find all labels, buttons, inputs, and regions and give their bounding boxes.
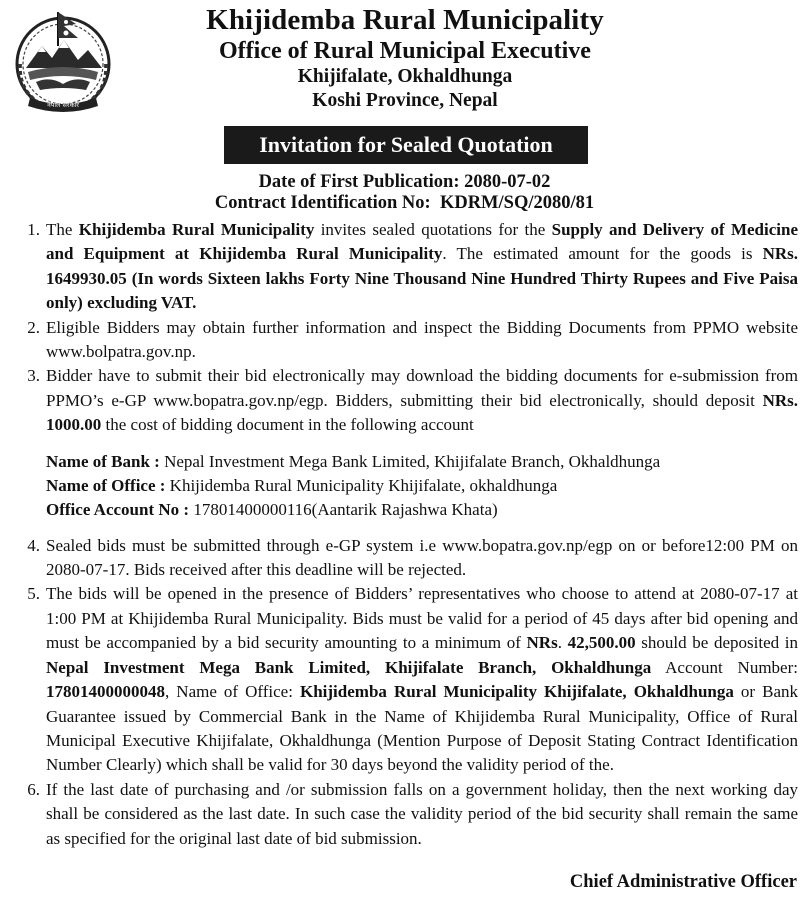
list-item [14, 534, 798, 583]
bold-run: Khijidemba Rural Municipality Khijifalate, Okhaldhunga [300, 682, 734, 702]
office-name-value: Khijidemba Rural Municipality Khijifalate, okhaldhunga [165, 475, 558, 495]
list-item [14, 364, 798, 437]
office-name-row [46, 474, 798, 498]
bank-details [14, 450, 798, 522]
text-run: invites sealed quotations for the [314, 220, 552, 239]
bank-name-row [46, 450, 798, 474]
text-run: . The estimated amount for the goods is [442, 244, 763, 264]
bold-run: Nepal Investment Mega Bank Limited, Khijifalate Branch, Okhaldhunga [46, 657, 652, 677]
notice-banner: Invitation for Sealed Quotation [224, 126, 588, 164]
text-run: the cost of bidding document in the following account [101, 415, 474, 435]
item-text [46, 364, 798, 437]
emblem-graphic [6, 6, 120, 116]
text-run: , Name of Office: [165, 682, 300, 702]
bold-run: NRs [526, 633, 558, 653]
emblem-ribbon-text: नेपाल सरकार [47, 101, 79, 109]
nepal-government-emblem-icon [6, 6, 120, 116]
account-row [46, 498, 798, 522]
item-text: Sealed bids must be submitted through e-GP system i.e www.bopatra.gov.np/egp on or before12:00 PM on 2080-07-17. Bids received after this deadline will be rejected. [46, 535, 798, 580]
office-name: Office of Rural Municipal Executive [219, 38, 591, 64]
contract-id-line [0, 193, 809, 214]
text-run: The [46, 220, 79, 239]
bold-run: NRs. 1649930.05 (In words Sixteen lakhs Forty Nine Thousand Nine Hundred Thirty Rupees and Five Paisa only) excluding VAT. [46, 244, 798, 313]
account-label: Office Account No : [46, 499, 190, 519]
item-number: 6. [27, 779, 40, 799]
municipality-title: Khijidemba Rural Municipality [206, 4, 604, 36]
bold-run: NRs. 1000.00 [46, 390, 798, 435]
signature-title: Chief Administrative Officer [569, 872, 797, 892]
publication-date-value: : 2080-07-02 [453, 172, 551, 192]
item-number: 1. [27, 220, 40, 239]
item-number: 3. [27, 366, 40, 386]
province: Koshi Province, Nepal [312, 90, 498, 111]
item-number: 4. [27, 535, 40, 555]
list-item [14, 582, 798, 777]
text-run: The bids will be opened in the presence of Bidders’ representatives who choose to attend at 2080-07-17 at 1:00 PM at Khijidemba Rural Municipality. Bids must be valid for a period of 45 days after bid opening and must be accompanied by a bid security amounting to a minimum of [46, 584, 798, 653]
item-text [46, 582, 798, 777]
item-number: 2. [27, 317, 40, 337]
bank-name-label: Name of Bank : [46, 451, 160, 471]
text-run: Bidder have to submit their bid electronically may download the bidding documents for e-submission from PPMO’s e-GP www.bopatra.gov.np/egp. Bidders, submitting their bid electronically, should deposit [46, 366, 798, 410]
text-run: should be deposited in [635, 633, 799, 653]
item-text: If the last date of purchasing and /or submission falls on a government holiday, then the next working day shall be considered as the last date. In such case the validity period of the bid security shall remain the same as specified for the original last date of bid submission. [46, 779, 798, 848]
notice-body [14, 218, 798, 851]
header [120, 0, 690, 113]
publication-date-line [0, 172, 809, 193]
office-name-label: Name of Office : [46, 475, 166, 495]
bold-run: 42,500.00 [567, 633, 636, 653]
bold-run: Supply and Delivery of Medicine and Equipment at Khijidemba Rural Municipality [46, 220, 798, 264]
bank-name-value: Nepal Investment Mega Bank Limited, Khijifalate Branch, Okhaldhunga [159, 451, 661, 471]
list-item [14, 316, 798, 365]
list-item [14, 218, 798, 316]
contract-id-label: Contract Identification No: [214, 193, 431, 213]
list-item [14, 778, 798, 851]
text-run: or Bank Guarantee issued by Commercial Bank in the Name of Khijidemba Rural Municipality, Office of Rural Municipal Executive Khijifalate, Okhaldhunga (Mention Purpose of Deposit Stating Contract Identification Number Clearly) which shall be valid for 30 days beyond the validity period of the. [46, 682, 798, 775]
item-text: Eligible Bidders may obtain further information and inspect the Bidding Documents from PPMO website www.bolpatra.gov.np. [46, 317, 798, 362]
item-number: 5. [27, 584, 40, 604]
bold-run: Khijidemba Rural Municipality [78, 220, 315, 239]
publication-date-label: Date of First Publication [258, 172, 454, 192]
location: Khijifalate, Okhaldhunga [297, 66, 513, 87]
text-run: . [557, 633, 568, 653]
bold-run: 17801400000048 [46, 682, 165, 702]
contract-id-value: KDRM/SQ/2080/81 [439, 193, 595, 213]
publication-info [0, 172, 809, 214]
account-value: 17801400000116(Aantarik Rajashwa Khata) [189, 499, 498, 519]
text-run: Account Number: [651, 657, 798, 677]
item-text [46, 218, 798, 316]
